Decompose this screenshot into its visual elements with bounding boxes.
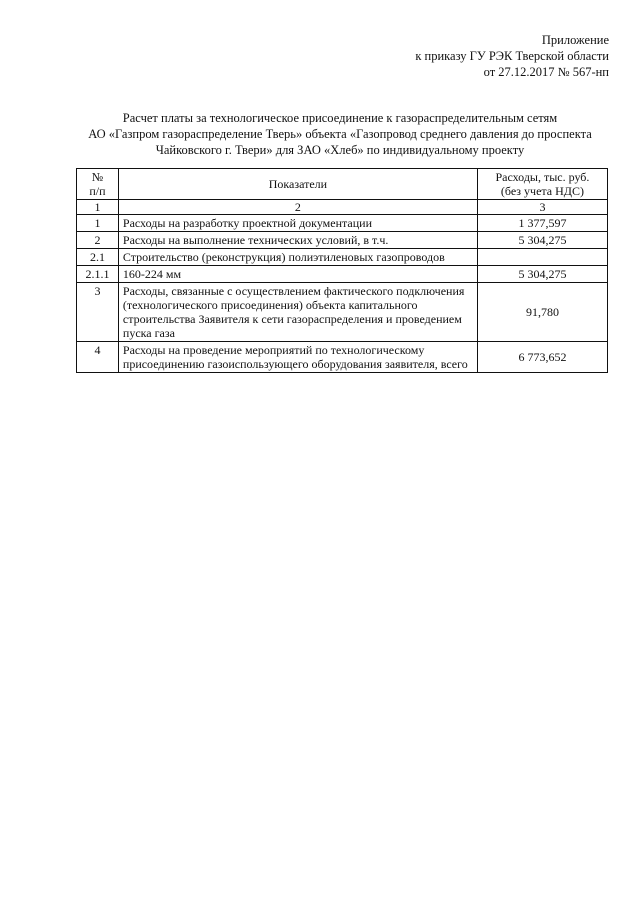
table-row bbox=[77, 266, 608, 283]
column-index-row bbox=[77, 200, 608, 215]
row-number: 3 bbox=[77, 283, 119, 342]
cost-table bbox=[76, 168, 608, 373]
header-line-date: от 27.12.2017 № 567-нп bbox=[483, 65, 609, 79]
header-indicators: Показатели bbox=[118, 169, 477, 200]
table-header-row bbox=[77, 169, 608, 200]
document-title bbox=[70, 110, 610, 158]
row-indicator: Расходы на разработку проектной документации bbox=[118, 215, 477, 232]
table-row bbox=[77, 342, 608, 373]
row-indicator: Расходы на выполнение технических условий, в т.ч. bbox=[118, 232, 477, 249]
column-index: 3 bbox=[477, 200, 607, 215]
header-value: Расходы, тыс. руб. (без учета НДС) bbox=[477, 169, 607, 200]
row-value: 6 773,652 bbox=[477, 342, 607, 373]
column-index: 2 bbox=[118, 200, 477, 215]
row-indicator: 160-224 мм bbox=[118, 266, 477, 283]
table-row bbox=[77, 215, 608, 232]
title-line-3: Чайковского г. Твери» для ЗАО «Хлеб» по индивидуальному проекту bbox=[155, 143, 525, 157]
column-index: 1 bbox=[77, 200, 119, 215]
title-line-1: Расчет платы за технологическое присоединение к газораспределительным сетям bbox=[122, 111, 558, 125]
document-header bbox=[415, 32, 609, 80]
title-line-2: АО «Газпром газораспределение Тверь» объекта «Газопровод среднего давления до проспекта bbox=[88, 127, 592, 141]
table-row bbox=[77, 232, 608, 249]
row-number: 1 bbox=[77, 215, 119, 232]
row-number: 2.1.1 bbox=[77, 266, 119, 283]
table-row bbox=[77, 249, 608, 266]
row-value: 5 304,275 bbox=[477, 232, 607, 249]
row-value: 91,780 bbox=[477, 283, 607, 342]
row-number: 4 bbox=[77, 342, 119, 373]
row-value bbox=[477, 249, 607, 266]
row-number: 2.1 bbox=[77, 249, 119, 266]
header-num: № п/п bbox=[77, 169, 119, 200]
table-row bbox=[77, 283, 608, 342]
row-indicator: Расходы на проведение мероприятий по технологическому присоединению газоиспользующего оборудования заявителя, всего bbox=[118, 342, 477, 373]
header-line-appendix: Приложение bbox=[541, 33, 609, 47]
header-line-order: к приказу ГУ РЭК Тверской области bbox=[415, 49, 609, 63]
row-indicator: Строительство (реконструкция) полиэтиленовых газопроводов bbox=[118, 249, 477, 266]
row-number: 2 bbox=[77, 232, 119, 249]
row-indicator: Расходы, связанные с осуществлением фактического подключения (технологического присоединения) объекта капитального строительства Заявителя к сети газораспределения и проведением пуска газа bbox=[118, 283, 477, 342]
row-value: 1 377,597 bbox=[477, 215, 607, 232]
row-value: 5 304,275 bbox=[477, 266, 607, 283]
